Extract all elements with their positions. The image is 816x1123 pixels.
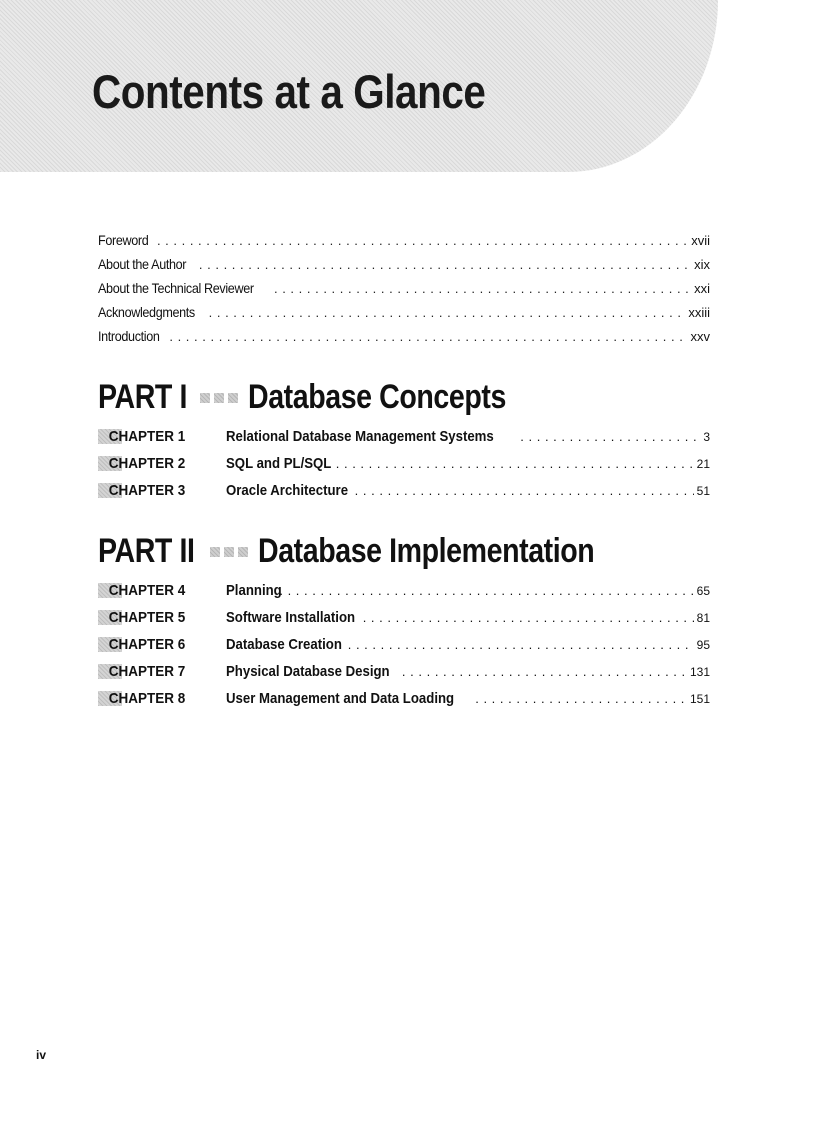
chapter-page: 151 (689, 692, 710, 706)
toc-entry-label: About the Author (98, 256, 187, 272)
dot-leader (169, 329, 687, 344)
chapter-entry[interactable] (98, 690, 710, 717)
chapter-tag: CHAPTER 1 (98, 428, 226, 445)
dot-leader (199, 257, 691, 272)
part-heading-1[interactable] (98, 378, 555, 417)
chapter-tag: CHAPTER 4 (98, 582, 226, 599)
chapter-tag: CHAPTER 7 (98, 663, 226, 680)
toc-entry-label: Acknowledgments (98, 304, 195, 320)
chapter-entry[interactable] (98, 482, 710, 509)
chapter-title: Relational Database Management Systems (226, 428, 494, 445)
chapter-entry[interactable] (98, 428, 710, 455)
dot-leader (209, 305, 686, 320)
chapter-page: 65 (696, 584, 710, 598)
chapter-title: Oracle Architecture (226, 482, 349, 499)
toc-entry-about-reviewer[interactable] (98, 280, 710, 304)
page-title: Contents at a Glance (92, 65, 486, 118)
toc-entry-introduction[interactable] (98, 328, 710, 352)
chapter-title: SQL and PL/SQL (226, 455, 332, 472)
part-label: PART II (98, 532, 195, 570)
chapter-page: 3 (703, 430, 710, 444)
chapter-title: Physical Database Design (226, 663, 390, 680)
toc-entry-page: xxv (690, 329, 710, 344)
dot-leader (274, 281, 691, 296)
toc-entry-label: Introduction (98, 328, 160, 344)
toc-entry-about-author[interactable] (98, 256, 710, 280)
page-number: iv (36, 1048, 47, 1062)
separator-squares-icon (200, 393, 238, 403)
part-title: Database Implementation (257, 532, 595, 570)
chapter-title: Software Installation (226, 609, 356, 626)
chapter-tag: CHAPTER 8 (98, 690, 226, 707)
part-label: PART I (98, 378, 187, 416)
chapter-entry[interactable] (98, 636, 710, 663)
separator-squares-icon (210, 547, 248, 557)
dot-leader (402, 664, 687, 679)
chapter-page: 81 (696, 611, 710, 625)
chapter-title: Planning (226, 582, 282, 599)
toc-entry-label: Foreword (98, 232, 149, 248)
toc-entry-label: About the Technical Reviewer (98, 280, 254, 296)
chapter-page: 95 (696, 638, 710, 652)
toc-entry-page: xxi (694, 281, 710, 296)
toc-entry-foreword[interactable] (98, 232, 710, 256)
chapter-title: User Management and Data Loading (226, 690, 455, 707)
part-title: Database Concepts (247, 378, 506, 416)
dot-leader (363, 610, 694, 625)
part-1-chapter-list (98, 428, 710, 509)
chapter-tag: CHAPTER 3 (98, 482, 226, 499)
part-heading-2[interactable] (98, 532, 658, 571)
chapter-tag: CHAPTER 5 (98, 609, 226, 626)
chapter-page: 21 (696, 457, 710, 471)
dot-leader (355, 483, 694, 498)
chapter-entry[interactable] (98, 455, 710, 482)
dot-leader (520, 429, 700, 444)
chapter-page: 131 (689, 665, 710, 679)
dot-leader (475, 691, 687, 706)
toc-entry-page: xvii (691, 233, 710, 248)
chapter-entry[interactable] (98, 582, 710, 609)
chapter-page: 51 (696, 484, 710, 498)
chapter-entry[interactable] (98, 609, 710, 636)
dot-leader (336, 456, 694, 471)
chapter-tag: CHAPTER 6 (98, 636, 226, 653)
toc-entry-acknowledgments[interactable] (98, 304, 710, 328)
dot-leader (348, 637, 694, 652)
dot-leader (157, 233, 688, 248)
chapter-title: Database Creation (226, 636, 342, 653)
toc-entry-page: xxiii (688, 305, 710, 320)
toc-entry-page: xix (694, 257, 710, 272)
front-matter-list (98, 232, 710, 352)
chapter-tag: CHAPTER 2 (98, 455, 226, 472)
part-2-chapter-list (98, 582, 710, 717)
dot-leader (279, 583, 693, 598)
chapter-entry[interactable] (98, 663, 710, 690)
